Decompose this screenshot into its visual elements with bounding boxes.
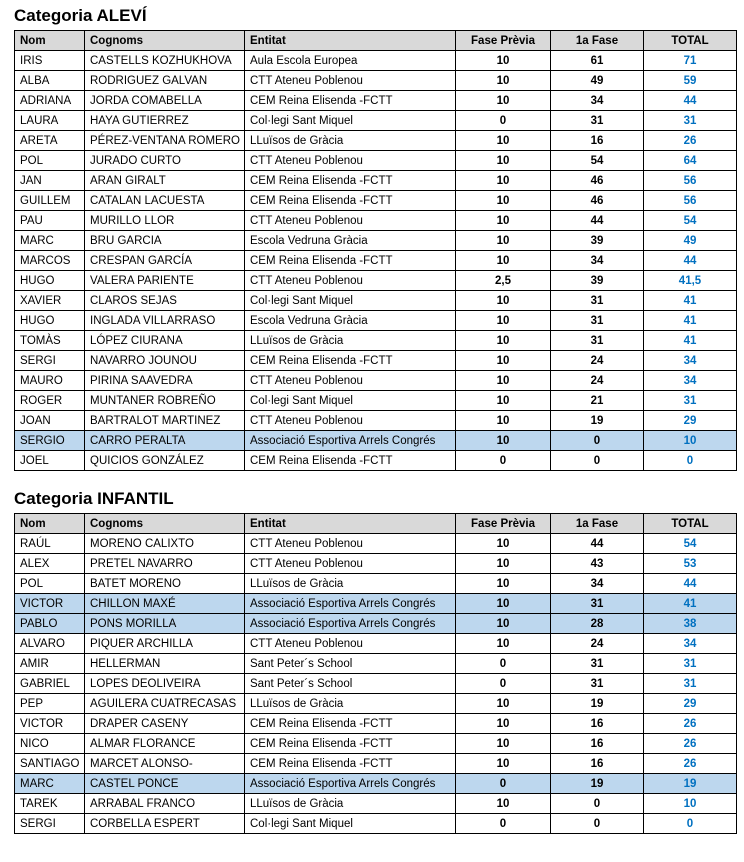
cell-1a-fase: 39 (551, 231, 644, 251)
cell-total: 54 (644, 211, 737, 231)
cell-total: 44 (644, 251, 737, 271)
cell-nom: ROGER (15, 391, 85, 411)
column-header-cognoms: Cognoms (85, 514, 245, 534)
cell-cognoms: CASTEL PONCE (85, 774, 245, 794)
cell-fase-previa: 10 (456, 71, 551, 91)
cell-nom: MARC (15, 774, 85, 794)
cell-fase-previa: 10 (456, 171, 551, 191)
table-row (15, 331, 737, 351)
cell-1a-fase: 31 (551, 331, 644, 351)
cell-nom: PABLO (15, 614, 85, 634)
cell-cognoms: ARRABAL FRANCO (85, 794, 245, 814)
cell-entitat: CTT Ateneu Poblenou (245, 271, 456, 291)
cell-nom: PAU (15, 211, 85, 231)
cell-total: 0 (644, 814, 737, 834)
column-header-nom: Nom (15, 31, 85, 51)
category-section-alevi (14, 6, 737, 471)
cell-nom: SERGIO (15, 431, 85, 451)
cell-entitat: Sant Peter´s School (245, 674, 456, 694)
results-table (14, 30, 737, 471)
table-row (15, 794, 737, 814)
category-section-infantil (14, 489, 737, 834)
header-row (15, 514, 737, 534)
cell-entitat: CTT Ateneu Poblenou (245, 534, 456, 554)
cell-nom: LAURA (15, 111, 85, 131)
cell-fase-previa: 10 (456, 594, 551, 614)
cell-1a-fase: 19 (551, 774, 644, 794)
cell-fase-previa: 10 (456, 614, 551, 634)
cell-cognoms: MUNTANER ROBREÑO (85, 391, 245, 411)
cell-entitat: LLuïsos de Gràcia (245, 794, 456, 814)
cell-1a-fase: 21 (551, 391, 644, 411)
cell-cognoms: ALMAR FLORANCE (85, 734, 245, 754)
cell-entitat: CEM Reina Elisenda -FCTT (245, 91, 456, 111)
cell-entitat: CTT Ateneu Poblenou (245, 211, 456, 231)
cell-fase-previa: 10 (456, 794, 551, 814)
cell-nom: GUILLEM (15, 191, 85, 211)
column-header-nom: Nom (15, 514, 85, 534)
cell-nom: XAVIER (15, 291, 85, 311)
cell-nom: PEP (15, 694, 85, 714)
cell-1a-fase: 31 (551, 291, 644, 311)
table-row (15, 431, 737, 451)
cell-1a-fase: 28 (551, 614, 644, 634)
table-row (15, 71, 737, 91)
cell-1a-fase: 16 (551, 754, 644, 774)
cell-entitat: Aula Escola Europea (245, 51, 456, 71)
cell-cognoms: INGLADA VILLARRASO (85, 311, 245, 331)
cell-entitat: Associació Esportiva Arrels Congrés (245, 774, 456, 794)
cell-entitat: CTT Ateneu Poblenou (245, 151, 456, 171)
cell-1a-fase: 31 (551, 674, 644, 694)
table-row (15, 714, 737, 734)
cell-total: 41 (644, 291, 737, 311)
cell-nom: POL (15, 574, 85, 594)
cell-total: 31 (644, 391, 737, 411)
cell-fase-previa: 10 (456, 534, 551, 554)
column-header-fase-pr-via: Fase Prèvia (456, 31, 551, 51)
cell-fase-previa: 10 (456, 371, 551, 391)
column-header-fase-pr-via: Fase Prèvia (456, 514, 551, 534)
cell-fase-previa: 10 (456, 331, 551, 351)
cell-entitat: CEM Reina Elisenda -FCTT (245, 451, 456, 471)
cell-cognoms: BRU GARCIA (85, 231, 245, 251)
cell-fase-previa: 10 (456, 391, 551, 411)
cell-fase-previa: 10 (456, 211, 551, 231)
cell-fase-previa: 10 (456, 411, 551, 431)
cell-cognoms: PONS MORILLA (85, 614, 245, 634)
cell-cognoms: MORENO CALIXTO (85, 534, 245, 554)
cell-total: 56 (644, 171, 737, 191)
cell-1a-fase: 16 (551, 131, 644, 151)
cell-fase-previa: 10 (456, 91, 551, 111)
cell-total: 19 (644, 774, 737, 794)
cell-nom: JOEL (15, 451, 85, 471)
cell-entitat: Associació Esportiva Arrels Congrés (245, 594, 456, 614)
cell-1a-fase: 43 (551, 554, 644, 574)
cell-total: 0 (644, 451, 737, 471)
table-row (15, 131, 737, 151)
cell-total: 44 (644, 91, 737, 111)
column-header-1a-fase: 1a Fase (551, 514, 644, 534)
cell-total: 41 (644, 594, 737, 614)
cell-fase-previa: 0 (456, 774, 551, 794)
cell-cognoms: PRETEL NAVARRO (85, 554, 245, 574)
cell-nom: RAÚL (15, 534, 85, 554)
cell-cognoms: RODRIGUEZ GALVAN (85, 71, 245, 91)
cell-nom: ALVARO (15, 634, 85, 654)
cell-nom: GABRIEL (15, 674, 85, 694)
cell-fase-previa: 10 (456, 754, 551, 774)
cell-total: 41 (644, 311, 737, 331)
cell-cognoms: BATET MORENO (85, 574, 245, 594)
cell-entitat: CEM Reina Elisenda -FCTT (245, 171, 456, 191)
cell-entitat: CTT Ateneu Poblenou (245, 371, 456, 391)
table-body (15, 534, 737, 834)
cell-entitat: CTT Ateneu Poblenou (245, 71, 456, 91)
cell-1a-fase: 24 (551, 634, 644, 654)
column-header-entitat: Entitat (245, 31, 456, 51)
cell-nom: NICO (15, 734, 85, 754)
cell-cognoms: JORDA COMABELLA (85, 91, 245, 111)
cell-cognoms: PÉREZ-VENTANA ROMERO (85, 131, 245, 151)
cell-fase-previa: 10 (456, 251, 551, 271)
table-row (15, 391, 737, 411)
cell-total: 10 (644, 794, 737, 814)
cell-cognoms: CATALAN LACUESTA (85, 191, 245, 211)
cell-fase-previa: 0 (456, 111, 551, 131)
cell-total: 26 (644, 714, 737, 734)
cell-cognoms: HAYA GUTIERREZ (85, 111, 245, 131)
cell-1a-fase: 46 (551, 191, 644, 211)
table-row (15, 654, 737, 674)
cell-nom: SERGI (15, 814, 85, 834)
cell-entitat: LLuïsos de Gràcia (245, 694, 456, 714)
cell-nom: ALBA (15, 71, 85, 91)
cell-fase-previa: 0 (456, 814, 551, 834)
table-row (15, 191, 737, 211)
cell-cognoms: LÓPEZ CIURANA (85, 331, 245, 351)
table-row (15, 291, 737, 311)
table-row (15, 91, 737, 111)
cell-total: 10 (644, 431, 737, 451)
cell-nom: SERGI (15, 351, 85, 371)
cell-cognoms: BARTRALOT MARTINEZ (85, 411, 245, 431)
cell-total: 44 (644, 574, 737, 594)
cell-1a-fase: 44 (551, 534, 644, 554)
cell-1a-fase: 44 (551, 211, 644, 231)
cell-entitat: Sant Peter´s School (245, 654, 456, 674)
cell-total: 34 (644, 371, 737, 391)
table-row (15, 614, 737, 634)
cell-cognoms: ARAN GIRALT (85, 171, 245, 191)
cell-nom: MARCOS (15, 251, 85, 271)
cell-1a-fase: 24 (551, 351, 644, 371)
table-row (15, 734, 737, 754)
cell-cognoms: CLAROS SEJAS (85, 291, 245, 311)
cell-fase-previa: 10 (456, 734, 551, 754)
cell-1a-fase: 0 (551, 431, 644, 451)
cell-entitat: LLuïsos de Gràcia (245, 574, 456, 594)
cell-total: 59 (644, 71, 737, 91)
table-row (15, 371, 737, 391)
cell-fase-previa: 10 (456, 151, 551, 171)
cell-nom: ALEX (15, 554, 85, 574)
cell-cognoms: CRESPAN GARCÍA (85, 251, 245, 271)
table-row (15, 674, 737, 694)
cell-nom: ARETA (15, 131, 85, 151)
cell-cognoms: QUICIOS GONZÁLEZ (85, 451, 245, 471)
cell-cognoms: CASTELLS KOZHUKHOVA (85, 51, 245, 71)
cell-1a-fase: 31 (551, 654, 644, 674)
cell-total: 64 (644, 151, 737, 171)
table-row (15, 754, 737, 774)
cell-total: 26 (644, 131, 737, 151)
table-row (15, 51, 737, 71)
cell-cognoms: CORBELLA ESPERT (85, 814, 245, 834)
cell-total: 53 (644, 554, 737, 574)
cell-cognoms: AGUILERA CUATRECASAS (85, 694, 245, 714)
cell-total: 49 (644, 231, 737, 251)
cell-total: 34 (644, 634, 737, 654)
cell-nom: VICTOR (15, 714, 85, 734)
cell-1a-fase: 54 (551, 151, 644, 171)
cell-1a-fase: 19 (551, 694, 644, 714)
cell-total: 41 (644, 331, 737, 351)
cell-nom: JAN (15, 171, 85, 191)
table-row (15, 351, 737, 371)
cell-entitat: Escola Vedruna Gràcia (245, 231, 456, 251)
cell-entitat: CTT Ateneu Poblenou (245, 554, 456, 574)
cell-1a-fase: 34 (551, 251, 644, 271)
cell-entitat: LLuïsos de Gràcia (245, 131, 456, 151)
cell-nom: POL (15, 151, 85, 171)
cell-1a-fase: 16 (551, 734, 644, 754)
cell-fase-previa: 10 (456, 351, 551, 371)
cell-fase-previa: 10 (456, 554, 551, 574)
table-row (15, 814, 737, 834)
cell-1a-fase: 46 (551, 171, 644, 191)
table-row (15, 634, 737, 654)
cell-cognoms: PIQUER ARCHILLA (85, 634, 245, 654)
cell-entitat: CTT Ateneu Poblenou (245, 411, 456, 431)
cell-nom: TOMÀS (15, 331, 85, 351)
column-header-cognoms: Cognoms (85, 31, 245, 51)
cell-cognoms: LOPES DEOLIVEIRA (85, 674, 245, 694)
cell-cognoms: CHILLON MAXÉ (85, 594, 245, 614)
cell-cognoms: JURADO CURTO (85, 151, 245, 171)
table-row (15, 111, 737, 131)
cell-nom: ADRIANA (15, 91, 85, 111)
table-body (15, 51, 737, 471)
cell-entitat: CEM Reina Elisenda -FCTT (245, 754, 456, 774)
cell-cognoms: DRAPER CASENY (85, 714, 245, 734)
cell-fase-previa: 0 (456, 654, 551, 674)
cell-1a-fase: 61 (551, 51, 644, 71)
table-row (15, 231, 737, 251)
category-title: Categoria ALEVÍ (14, 6, 147, 25)
cell-total: 31 (644, 654, 737, 674)
cell-total: 71 (644, 51, 737, 71)
cell-cognoms: PIRINA SAAVEDRA (85, 371, 245, 391)
cell-1a-fase: 34 (551, 574, 644, 594)
cell-total: 38 (644, 614, 737, 634)
cell-total: 41,5 (644, 271, 737, 291)
cell-cognoms: CARRO PERALTA (85, 431, 245, 451)
table-row (15, 451, 737, 471)
cell-nom: TAREK (15, 794, 85, 814)
column-header-total: TOTAL (644, 31, 737, 51)
cell-1a-fase: 34 (551, 91, 644, 111)
cell-total: 26 (644, 734, 737, 754)
table-row (15, 251, 737, 271)
table-header (15, 514, 737, 534)
cell-fase-previa: 10 (456, 634, 551, 654)
cell-total: 31 (644, 674, 737, 694)
cell-fase-previa: 10 (456, 311, 551, 331)
column-header-entitat: Entitat (245, 514, 456, 534)
cell-entitat: CEM Reina Elisenda -FCTT (245, 191, 456, 211)
cell-1a-fase: 0 (551, 794, 644, 814)
cell-cognoms: MARCET ALONSO- (85, 754, 245, 774)
cell-1a-fase: 16 (551, 714, 644, 734)
table-row (15, 151, 737, 171)
cell-1a-fase: 31 (551, 594, 644, 614)
column-header-1a-fase: 1a Fase (551, 31, 644, 51)
cell-cognoms: MURILLO LLOR (85, 211, 245, 231)
cell-fase-previa: 10 (456, 131, 551, 151)
cell-nom: HUGO (15, 311, 85, 331)
cell-1a-fase: 19 (551, 411, 644, 431)
cell-nom: HUGO (15, 271, 85, 291)
table-row (15, 554, 737, 574)
table-row (15, 311, 737, 331)
header-row (15, 31, 737, 51)
cell-fase-previa: 10 (456, 714, 551, 734)
cell-total: 34 (644, 351, 737, 371)
cell-fase-previa: 10 (456, 431, 551, 451)
cell-fase-previa: 10 (456, 694, 551, 714)
cell-entitat: CEM Reina Elisenda -FCTT (245, 734, 456, 754)
cell-total: 54 (644, 534, 737, 554)
cell-cognoms: NAVARRO JOUNOU (85, 351, 245, 371)
cell-1a-fase: 39 (551, 271, 644, 291)
results-table (14, 513, 737, 834)
cell-nom: JOAN (15, 411, 85, 431)
cell-1a-fase: 49 (551, 71, 644, 91)
cell-entitat: Col·legi Sant Miquel (245, 391, 456, 411)
cell-fase-previa: 10 (456, 51, 551, 71)
table-row (15, 694, 737, 714)
cell-nom: VICTOR (15, 594, 85, 614)
cell-entitat: CEM Reina Elisenda -FCTT (245, 714, 456, 734)
cell-nom: AMIR (15, 654, 85, 674)
cell-cognoms: VALERA PARIENTE (85, 271, 245, 291)
cell-fase-previa: 2,5 (456, 271, 551, 291)
cell-1a-fase: 0 (551, 451, 644, 471)
cell-entitat: CEM Reina Elisenda -FCTT (245, 351, 456, 371)
cell-1a-fase: 31 (551, 111, 644, 131)
cell-entitat: Associació Esportiva Arrels Congrés (245, 431, 456, 451)
cell-fase-previa: 10 (456, 231, 551, 251)
cell-1a-fase: 31 (551, 311, 644, 331)
cell-fase-previa: 10 (456, 291, 551, 311)
table-row (15, 271, 737, 291)
cell-entitat: Col·legi Sant Miquel (245, 814, 456, 834)
table-row (15, 171, 737, 191)
cell-entitat: Escola Vedruna Gràcia (245, 311, 456, 331)
cell-fase-previa: 10 (456, 191, 551, 211)
cell-nom: MAURO (15, 371, 85, 391)
table-row (15, 574, 737, 594)
cell-entitat: CEM Reina Elisenda -FCTT (245, 251, 456, 271)
cell-total: 29 (644, 411, 737, 431)
cell-1a-fase: 0 (551, 814, 644, 834)
cell-nom: SANTIAGO (15, 754, 85, 774)
cell-total: 26 (644, 754, 737, 774)
cell-entitat: Associació Esportiva Arrels Congrés (245, 614, 456, 634)
cell-fase-previa: 0 (456, 451, 551, 471)
cell-entitat: Col·legi Sant Miquel (245, 111, 456, 131)
cell-total: 29 (644, 694, 737, 714)
table-header (15, 31, 737, 51)
category-title: Categoria INFANTIL (14, 489, 174, 508)
column-header-total: TOTAL (644, 514, 737, 534)
cell-entitat: CTT Ateneu Poblenou (245, 634, 456, 654)
cell-nom: MARC (15, 231, 85, 251)
table-row (15, 594, 737, 614)
table-row (15, 211, 737, 231)
cell-entitat: LLuïsos de Gràcia (245, 331, 456, 351)
table-row (15, 534, 737, 554)
cell-nom: IRIS (15, 51, 85, 71)
cell-total: 56 (644, 191, 737, 211)
cell-total: 31 (644, 111, 737, 131)
table-row (15, 411, 737, 431)
cell-1a-fase: 24 (551, 371, 644, 391)
cell-entitat: Col·legi Sant Miquel (245, 291, 456, 311)
cell-cognoms: HELLERMAN (85, 654, 245, 674)
cell-fase-previa: 0 (456, 674, 551, 694)
table-row (15, 774, 737, 794)
cell-fase-previa: 10 (456, 574, 551, 594)
